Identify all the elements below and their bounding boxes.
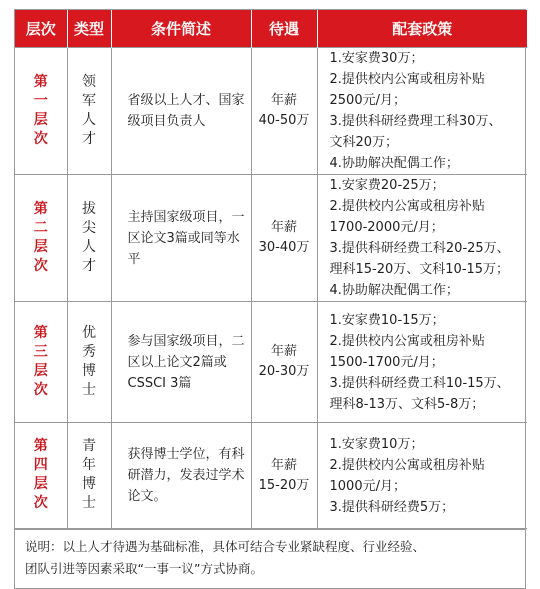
type-cell	[67, 48, 111, 175]
level-label: 第三层次	[33, 324, 48, 398]
talent-policy-table-container	[14, 9, 526, 589]
pay-range: 40-50万	[258, 113, 310, 128]
level-cell	[15, 175, 67, 302]
header-policy: 配套政策	[317, 10, 527, 48]
policy-line: 1.安家费20-25万；	[329, 178, 445, 193]
policy-cell	[317, 302, 527, 423]
footnote	[15, 529, 525, 588]
policy-line: 3.提供科研经费5万；	[329, 499, 455, 515]
pay-range: 20-30万	[258, 364, 310, 379]
type-cell	[67, 423, 111, 529]
condition-text: 主持国家级项目，一区论文3篇或同等水平	[127, 209, 245, 267]
policy-line: 理科15-20万、文科10-15万；	[329, 262, 510, 277]
talent-policy-table	[15, 10, 527, 529]
policy-line: 1.安家费30万；	[329, 51, 424, 66]
condition-cell	[111, 302, 251, 423]
policy-line: 2.提供校内公寓或租房补贴	[329, 72, 485, 87]
policy-line: 文科20万；	[329, 135, 399, 150]
condition-text: 参与国家级项目，二区以上论文2篇或CSSCI 3篇	[127, 333, 245, 391]
type-label: 优秀博士	[82, 324, 96, 398]
table-row	[15, 48, 527, 175]
table-row	[15, 175, 527, 302]
type-label: 领军人才	[82, 73, 96, 147]
header-level: 层次	[15, 10, 67, 48]
policy-line: 3.提供科研经费工科10-15万、	[329, 375, 510, 391]
policy-line: 1700-2000元/月；	[329, 220, 444, 235]
policy-cell	[317, 48, 527, 175]
condition-cell	[111, 48, 251, 175]
table-row	[15, 302, 527, 423]
policy-line: 2.提供校内公寓或租房补贴	[329, 333, 485, 349]
condition-text: 省级以上人才、国家级项目负责人	[127, 93, 245, 129]
pay-label: 年薪	[270, 93, 297, 108]
type-cell	[67, 175, 111, 302]
pay-cell	[251, 48, 317, 175]
pay-label: 年薪	[270, 220, 297, 235]
policy-line: 1.安家费10万；	[329, 436, 424, 452]
header-type: 类型	[67, 10, 111, 48]
type-cell	[67, 302, 111, 423]
policy-line: 4.协助解决配偶工作；	[329, 156, 459, 171]
policy-line: 理科8-13万、文科5-8万；	[329, 396, 485, 412]
level-cell	[15, 302, 67, 423]
policy-line: 2.提供校内公寓或租房补贴	[329, 199, 485, 214]
type-label: 拔尖人才	[82, 200, 96, 274]
header-row	[15, 10, 527, 48]
pay-range: 30-40万	[258, 240, 310, 255]
pay-cell	[251, 302, 317, 423]
policy-line: 2.提供校内公寓或租房补贴	[329, 457, 485, 473]
policy-line: 4.协助解决配偶工作；	[329, 283, 459, 298]
condition-cell	[111, 175, 251, 302]
level-label: 第一层次	[33, 73, 48, 147]
level-label: 第二层次	[33, 200, 48, 274]
policy-line: 1500-1700元/月；	[329, 354, 444, 370]
table-row	[15, 423, 527, 529]
type-label: 青年博士	[82, 438, 96, 511]
pay-range: 15-20万	[258, 477, 310, 493]
policy-line: 3.提供科研经费工科20-25万、	[329, 241, 510, 256]
pay-cell	[251, 423, 317, 529]
pay-label: 年薪	[270, 457, 297, 473]
condition-text: 获得博士学位，有科研潜力，发表过学术论文。	[127, 447, 245, 504]
footnote-line: 团队引进等因素采取“一事一议”方式协商。	[25, 561, 263, 576]
policy-line: 2500元/月；	[329, 93, 406, 108]
footnote-line: 说明：以上人才待遇为基础标准，具体可结合专业紧缺程度、行业经验、	[25, 539, 426, 554]
policy-line: 1000元/月；	[329, 478, 406, 494]
policy-cell	[317, 423, 527, 529]
pay-label: 年薪	[270, 344, 297, 359]
level-label: 第四层次	[33, 438, 48, 511]
header-condition: 条件简述	[111, 10, 251, 48]
pay-cell	[251, 175, 317, 302]
header-treatment: 待遇	[251, 10, 317, 48]
level-cell	[15, 423, 67, 529]
policy-cell	[317, 175, 527, 302]
level-cell	[15, 48, 67, 175]
condition-cell	[111, 423, 251, 529]
policy-line: 1.安家费10-15万；	[329, 312, 445, 328]
policy-line: 3.提供科研经费理工科30万、	[329, 114, 502, 129]
